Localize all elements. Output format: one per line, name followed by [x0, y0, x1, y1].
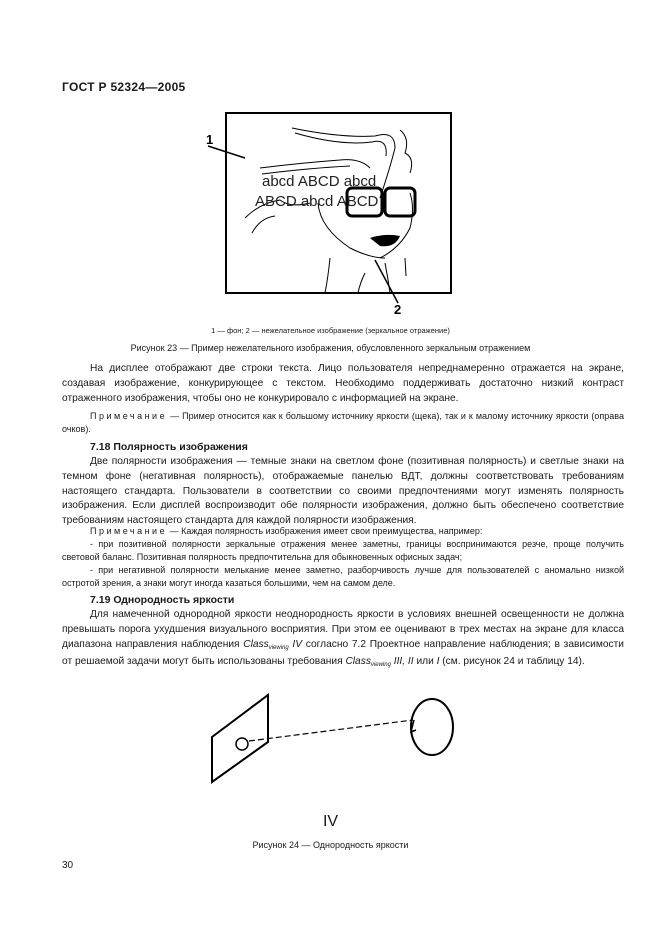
- figure-23-drawing: [200, 108, 460, 318]
- note-2: [62, 525, 624, 538]
- line-of-sight: [249, 720, 413, 741]
- measurement-point: [236, 738, 248, 750]
- note-1: [62, 410, 624, 437]
- paragraph-1: На дисплее отображают две строки текста. Лицо пользователя непреднамеренно отражается на экране, создавая изображение, конкурирующее с текстом. Необходимо поддерживать достаточно низкий контраст отраженного изображения, чтобы оно не конкурировало с информацией на экране.: [62, 363, 624, 404]
- paragraph-3-text: (см. рисунок 24 и таблицу 14).: [439, 656, 585, 668]
- label-1: 1: [206, 132, 214, 147]
- paragraph-3: [62, 608, 624, 673]
- figure-23-caption: Рисунок 23 — Пример нежелательного изображения, обусловленного зеркальным отражением: [130, 343, 531, 353]
- section-7-18-title: 7.18 Полярность изображения: [90, 441, 248, 453]
- class-subscript: viewing: [370, 662, 391, 669]
- note-text: — Пример относится как к большому источнику яркости (щека), так и к малому источнику яркости (оправа очков).: [62, 411, 624, 435]
- screen-text-line-2: ABCD abcd ABCD: [255, 193, 379, 210]
- class-value: I: [436, 656, 440, 668]
- leader-line-2: [375, 260, 398, 303]
- class-word: Class: [345, 656, 371, 668]
- document-header: ГОСТ Р 52324—2005: [62, 80, 186, 94]
- note-label: Примечание: [90, 526, 168, 536]
- class-word: Class: [243, 638, 269, 650]
- note-2-item-1: - при позитивной полярности зеркальные отражения менее заметны, границы воспринимаются резче, проще получить световой баланс. Позитивная полярность предпочтительна для обыкновенных офисных задач;: [62, 539, 624, 563]
- paragraph-3-text: Для намеченной однородной яркости неоднородность яркости в условиях внешней освещенности не должна превышать порога ухудшения визуального восприятия. При этом ее оценивают в трех местах на экране для класса диапазона направления наблюдения: [62, 609, 624, 650]
- figure-23-legend: 1 — фон; 2 — нежелательное изображение (зеркальное отражение): [211, 326, 450, 335]
- section-7-19-title: 7.19 Однородность яркости: [90, 594, 235, 606]
- figure-23: [200, 108, 460, 318]
- screen-text-line-1: abcd ABCD abcd: [262, 173, 377, 190]
- note-text: — Каждая полярность изображения имеет свои преимущества, например:: [167, 526, 483, 536]
- figure-24: [200, 690, 470, 800]
- glasses-right: [385, 188, 415, 216]
- lips: [370, 235, 400, 246]
- eye-icon: [411, 699, 453, 755]
- figure-24-caption: Рисунок 24 — Однородность яркости: [252, 840, 409, 850]
- paragraph-3-text: или: [416, 656, 437, 668]
- page-number: 30: [62, 860, 74, 871]
- class-value: IV: [288, 638, 303, 650]
- note-2-item-2: - при негативной полярности мелькание менее заметно, разборчивость лучше для пользователей с аномально низкой остротой зрения, а знаки могут иногда казаться большими, чем на самом деле.: [62, 565, 624, 589]
- paragraph-2: Две полярности изображения — темные знаки на светлом фоне (позитивная полярность) и светлые знаки на темном фоне (негативная полярность), отображаемые панелью ВДТ, должны соответствовать требованиям настоящего стандарта. Пользователи в соответствии со своими предпочтениями могут изменять полярность изображения. Если дисплей воспроизводит обе полярности изображения, должно быть обеспечено соответствие требованиям настоящего стандарта для каждой полярности изображения.: [62, 456, 624, 527]
- face-reflection: [245, 128, 413, 293]
- label-2: 2: [394, 302, 402, 317]
- class-value: III, II: [390, 656, 414, 668]
- note-label: Примечание: [90, 411, 168, 421]
- figure-24-label: IV: [322, 813, 339, 830]
- class-subscript: viewing: [268, 644, 289, 651]
- figure-24-drawing: [200, 690, 470, 800]
- paragraph-3-text: согласно 7.2 Проектное направление наблюдения; в зависимости от решаемой задачи могут быть использованы требования: [62, 638, 624, 668]
